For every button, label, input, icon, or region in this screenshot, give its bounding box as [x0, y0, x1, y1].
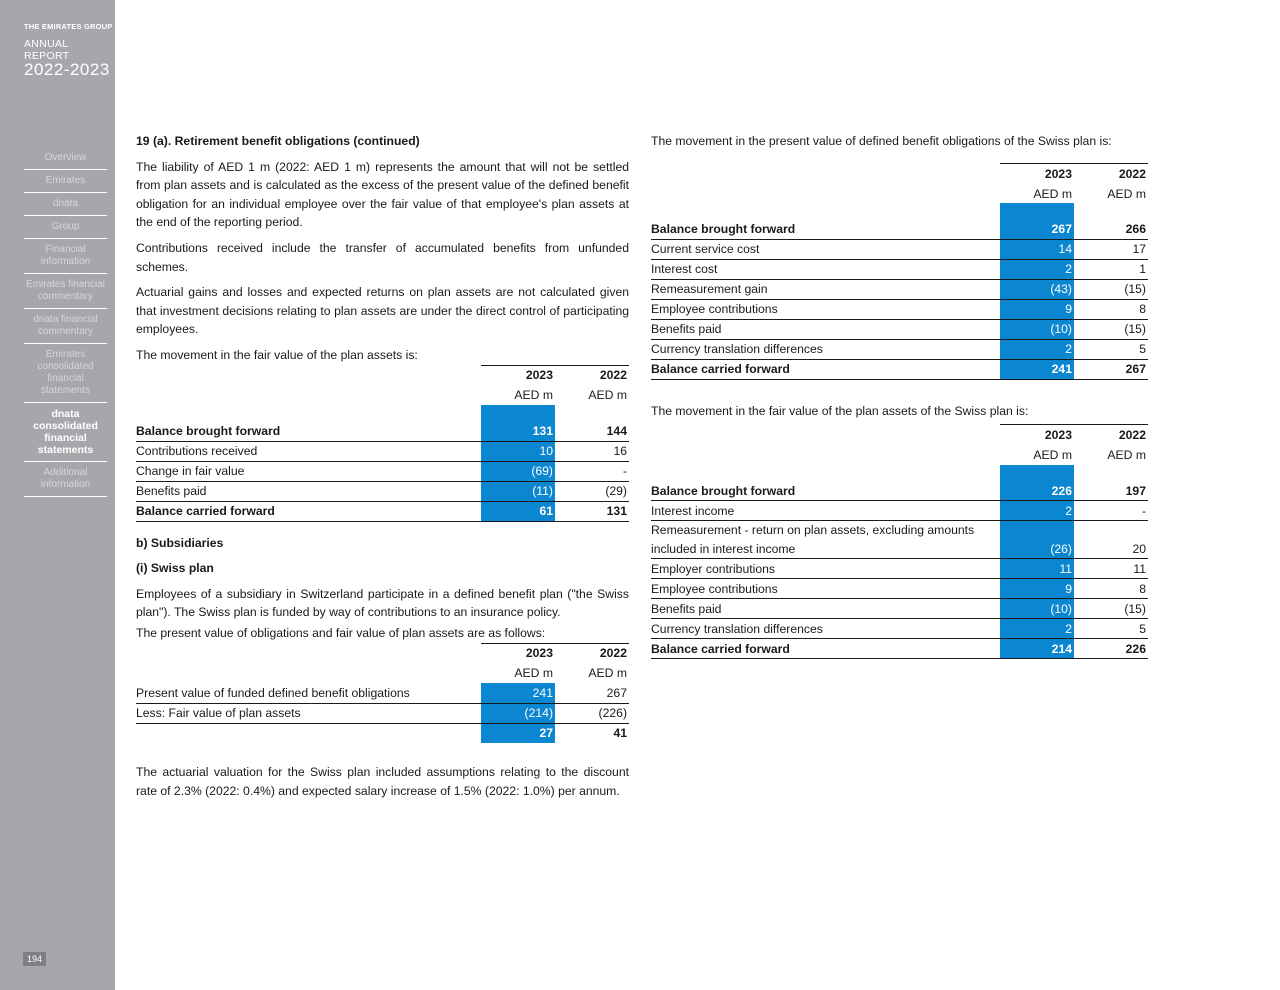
table-header-row — [136, 365, 629, 385]
table-row — [651, 319, 1148, 339]
value-2022: 144 — [555, 421, 629, 441]
brand-report-label: ANNUAL REPORT — [24, 38, 70, 62]
table3-intro: The movement in the present value of defined benefit obligations of the Swiss plan is: — [651, 134, 1112, 148]
value-2022: (226) — [555, 703, 629, 723]
nav-item-dnata-financial-commentary[interactable]: dnata financial commentary — [24, 309, 107, 344]
nav-item-emirates-financial-commentary[interactable]: Emirates financial commentary — [24, 274, 107, 309]
table-row — [651, 481, 1148, 501]
nav-item-dnata-consolidated-statements[interactable]: dnata consolidated financial statements — [24, 403, 107, 462]
table2-intro: The present value of obligations and fair value of plan assets are as follows: — [136, 625, 546, 640]
unit-2022: AED m — [588, 388, 627, 403]
row-label: Currency translation differences — [651, 619, 1000, 639]
value-2023: 11 — [1000, 559, 1074, 579]
value-2023: (214) — [481, 703, 555, 723]
value-2023: 2 — [1000, 501, 1074, 521]
col-2023-header: 2023 — [1000, 425, 1074, 445]
table-unit-row — [136, 385, 629, 405]
value-2023: 267 — [1000, 219, 1074, 239]
table-row — [651, 559, 1148, 579]
value-2022: - — [1074, 501, 1148, 521]
table-unit-row — [136, 663, 629, 683]
unit-2023: AED m — [514, 388, 553, 403]
value-2022: (15) — [1074, 599, 1148, 619]
table-row-total — [136, 723, 629, 743]
value-2022: 17 — [1074, 239, 1148, 259]
value-2022: - — [555, 461, 629, 481]
nav-item-overview[interactable]: Overview — [24, 147, 107, 170]
value-2023: 9 — [1000, 579, 1074, 599]
table-row — [136, 703, 629, 723]
row-label: Balance carried forward — [651, 359, 1000, 379]
table-row — [651, 619, 1148, 639]
table-row — [651, 339, 1148, 359]
row-label: Benefits paid — [651, 599, 1000, 619]
col-2023-header: 2023 — [481, 365, 555, 385]
table-row — [136, 461, 629, 481]
row-label: Balance carried forward — [651, 639, 1000, 659]
table-row — [651, 599, 1148, 619]
value-2022: 267 — [1074, 359, 1148, 379]
value-2022: 5 — [1074, 619, 1148, 639]
row-label: Balance carried forward — [136, 501, 481, 521]
col-2022-header: 2022 — [1074, 163, 1148, 183]
table-row — [136, 501, 629, 521]
paragraph-liability: The liability of AED 1 m (2022: AED 1 m) represents the amount that will not be settled from plan assets and is calculated as the excess of the present value of the defined benefit obligation for an individual employee over the fair value of that employee's plan assets at the end of the reporting period. — [136, 159, 629, 230]
row-label: Contributions received — [136, 441, 481, 461]
table-row — [651, 239, 1148, 259]
value-2022: 266 — [1074, 219, 1148, 239]
value-2023: 2 — [1000, 339, 1074, 359]
value-2023: (10) — [1000, 319, 1074, 339]
table-header-row — [651, 163, 1148, 183]
row-label: Benefits paid — [651, 319, 1000, 339]
nav-item-emirates[interactable]: Emirates — [24, 170, 107, 193]
unit-2023: AED m — [1033, 448, 1072, 463]
table-row — [651, 259, 1148, 279]
value-2023: 241 — [1000, 359, 1074, 379]
table-unit-row — [651, 183, 1148, 203]
value-2023: (26) — [1000, 521, 1074, 559]
row-label: Present value of funded defined benefit obligations — [136, 683, 481, 703]
table-row — [651, 279, 1148, 299]
section-heading: 19 (a). Retirement benefit obligations (continued) — [136, 134, 420, 148]
table-row — [651, 579, 1148, 599]
table1-intro: The movement in the fair value of the plan assets is: — [136, 347, 418, 362]
sidebar — [0, 0, 115, 990]
nav-item-emirates-consolidated-statements[interactable]: Emirates consolidated financial statements — [24, 344, 107, 403]
row-label: Less: Fair value of plan assets — [136, 703, 481, 723]
row-label: Interest cost — [651, 259, 1000, 279]
table-header-row — [136, 643, 629, 663]
value-2023: (11) — [481, 481, 555, 501]
row-label: Balance brought forward — [651, 481, 1000, 501]
left-column — [136, 132, 629, 800]
table4-intro: The movement in the fair value of the plan assets of the Swiss plan is: — [651, 403, 1029, 418]
value-2022: 20 — [1074, 521, 1148, 559]
present-value-table — [136, 643, 629, 744]
paragraph-contributions: Contributions received include the transfer of accumulated benefits from unfunded schemes. — [136, 240, 629, 274]
value-2023: 2 — [1000, 619, 1074, 639]
value-2023: 10 — [481, 441, 555, 461]
value-2023: 27 — [481, 723, 555, 743]
unit-2022: AED m — [1107, 186, 1146, 201]
table-row — [136, 421, 629, 441]
row-label: Employer contributions — [651, 559, 1000, 579]
paragraph-swiss-plan: Employees of a subsidiary in Switzerland participate in a defined benefit plan ("the Swiss plan"). The Swiss plan is funded by way of contributions to an insurance policy. — [136, 586, 629, 620]
nav-item-group[interactable]: Group — [24, 216, 107, 239]
brand-report-year: 2022-2023 — [24, 60, 110, 79]
row-label: Currency translation differences — [651, 339, 1000, 359]
row-label: Current service cost — [651, 239, 1000, 259]
value-2023: 214 — [1000, 639, 1074, 659]
row-label: Remeasurement - return on plan assets, excluding amounts included in interest income — [651, 521, 1000, 559]
value-2023: 131 — [481, 421, 555, 441]
nav-item-financial-information[interactable]: Financial information — [24, 239, 107, 274]
unit-2023: AED m — [514, 666, 553, 681]
value-2022: 16 — [555, 441, 629, 461]
row-label — [136, 723, 481, 743]
nav-item-additional-information[interactable]: Additional information — [24, 462, 107, 497]
col-2022-header: 2022 — [555, 365, 629, 385]
value-2022: 8 — [1074, 299, 1148, 319]
value-2022: 8 — [1074, 579, 1148, 599]
value-2023: 241 — [481, 683, 555, 703]
value-2022: (15) — [1074, 279, 1148, 299]
value-2022: 197 — [1074, 481, 1148, 501]
unit-2023: AED m — [1033, 186, 1072, 201]
brand-block[interactable] — [24, 22, 115, 78]
col-2022-header: 2022 — [555, 643, 629, 663]
value-2022: (15) — [1074, 319, 1148, 339]
paragraph-valuation: The actuarial valuation for the Swiss plan included assumptions relating to the discount rate of 2.3% (2022: 0.4%) and expected salary increase of 1.5% (2022: 1.0%) per annum. — [136, 765, 629, 798]
value-2023: 14 — [1000, 239, 1074, 259]
value-2023: 61 — [481, 501, 555, 521]
table-unit-row — [651, 445, 1148, 465]
row-label: Balance brought forward — [651, 219, 1000, 239]
table-row — [651, 299, 1148, 319]
brand-group-name: THE EMIRATES GROUP — [24, 22, 113, 31]
row-label: Employee contributions — [651, 299, 1000, 319]
value-2023: 226 — [1000, 481, 1074, 501]
unit-2022: AED m — [588, 666, 627, 681]
paragraph-actuarial: Actuarial gains and losses and expected returns on plan assets are not calculated given that investment decisions relating to plan assets are under the direct control of participating employees. — [136, 285, 629, 337]
value-2022: (29) — [555, 481, 629, 501]
value-2023: (43) — [1000, 279, 1074, 299]
value-2022: 11 — [1074, 559, 1148, 579]
table-row — [651, 219, 1148, 239]
value-2023: 9 — [1000, 299, 1074, 319]
col-2023-header: 2023 — [1000, 163, 1074, 183]
value-2022: 5 — [1074, 339, 1148, 359]
row-label: Remeasurement gain — [651, 279, 1000, 299]
right-column — [651, 132, 1148, 659]
row-label: Employee contributions — [651, 579, 1000, 599]
subsidiaries-heading: b) Subsidiaries — [136, 535, 224, 550]
plan-assets-table — [136, 365, 629, 522]
table-row — [651, 521, 1148, 559]
swiss-obligations-table — [651, 163, 1148, 380]
col-2022-header: 2022 — [1074, 425, 1148, 445]
page-number: 194 — [23, 952, 46, 966]
table-row — [136, 683, 629, 703]
row-label: Balance brought forward — [136, 421, 481, 441]
table-row — [651, 359, 1148, 379]
value-2022: 226 — [1074, 639, 1148, 659]
table-row — [651, 639, 1148, 659]
row-label: Interest income — [651, 501, 1000, 521]
table-row — [651, 501, 1148, 521]
value-2023: (10) — [1000, 599, 1074, 619]
nav-item-dnata[interactable]: dnata — [24, 193, 107, 216]
swiss-plan-assets-table — [651, 424, 1148, 659]
value-2022: 131 — [555, 501, 629, 521]
value-2023: 2 — [1000, 259, 1074, 279]
row-label: Benefits paid — [136, 481, 481, 501]
value-2022: 267 — [555, 683, 629, 703]
col-2023-header: 2023 — [481, 643, 555, 663]
table-row — [136, 441, 629, 461]
section-nav — [24, 147, 107, 497]
value-2022: 1 — [1074, 259, 1148, 279]
table-header-row — [651, 425, 1148, 445]
unit-2022: AED m — [1107, 448, 1146, 463]
table-row — [136, 481, 629, 501]
value-2022: 41 — [613, 726, 627, 741]
value-2023: (69) — [481, 461, 555, 481]
swiss-plan-heading: (i) Swiss plan — [136, 561, 214, 576]
row-label: Change in fair value — [136, 461, 481, 481]
